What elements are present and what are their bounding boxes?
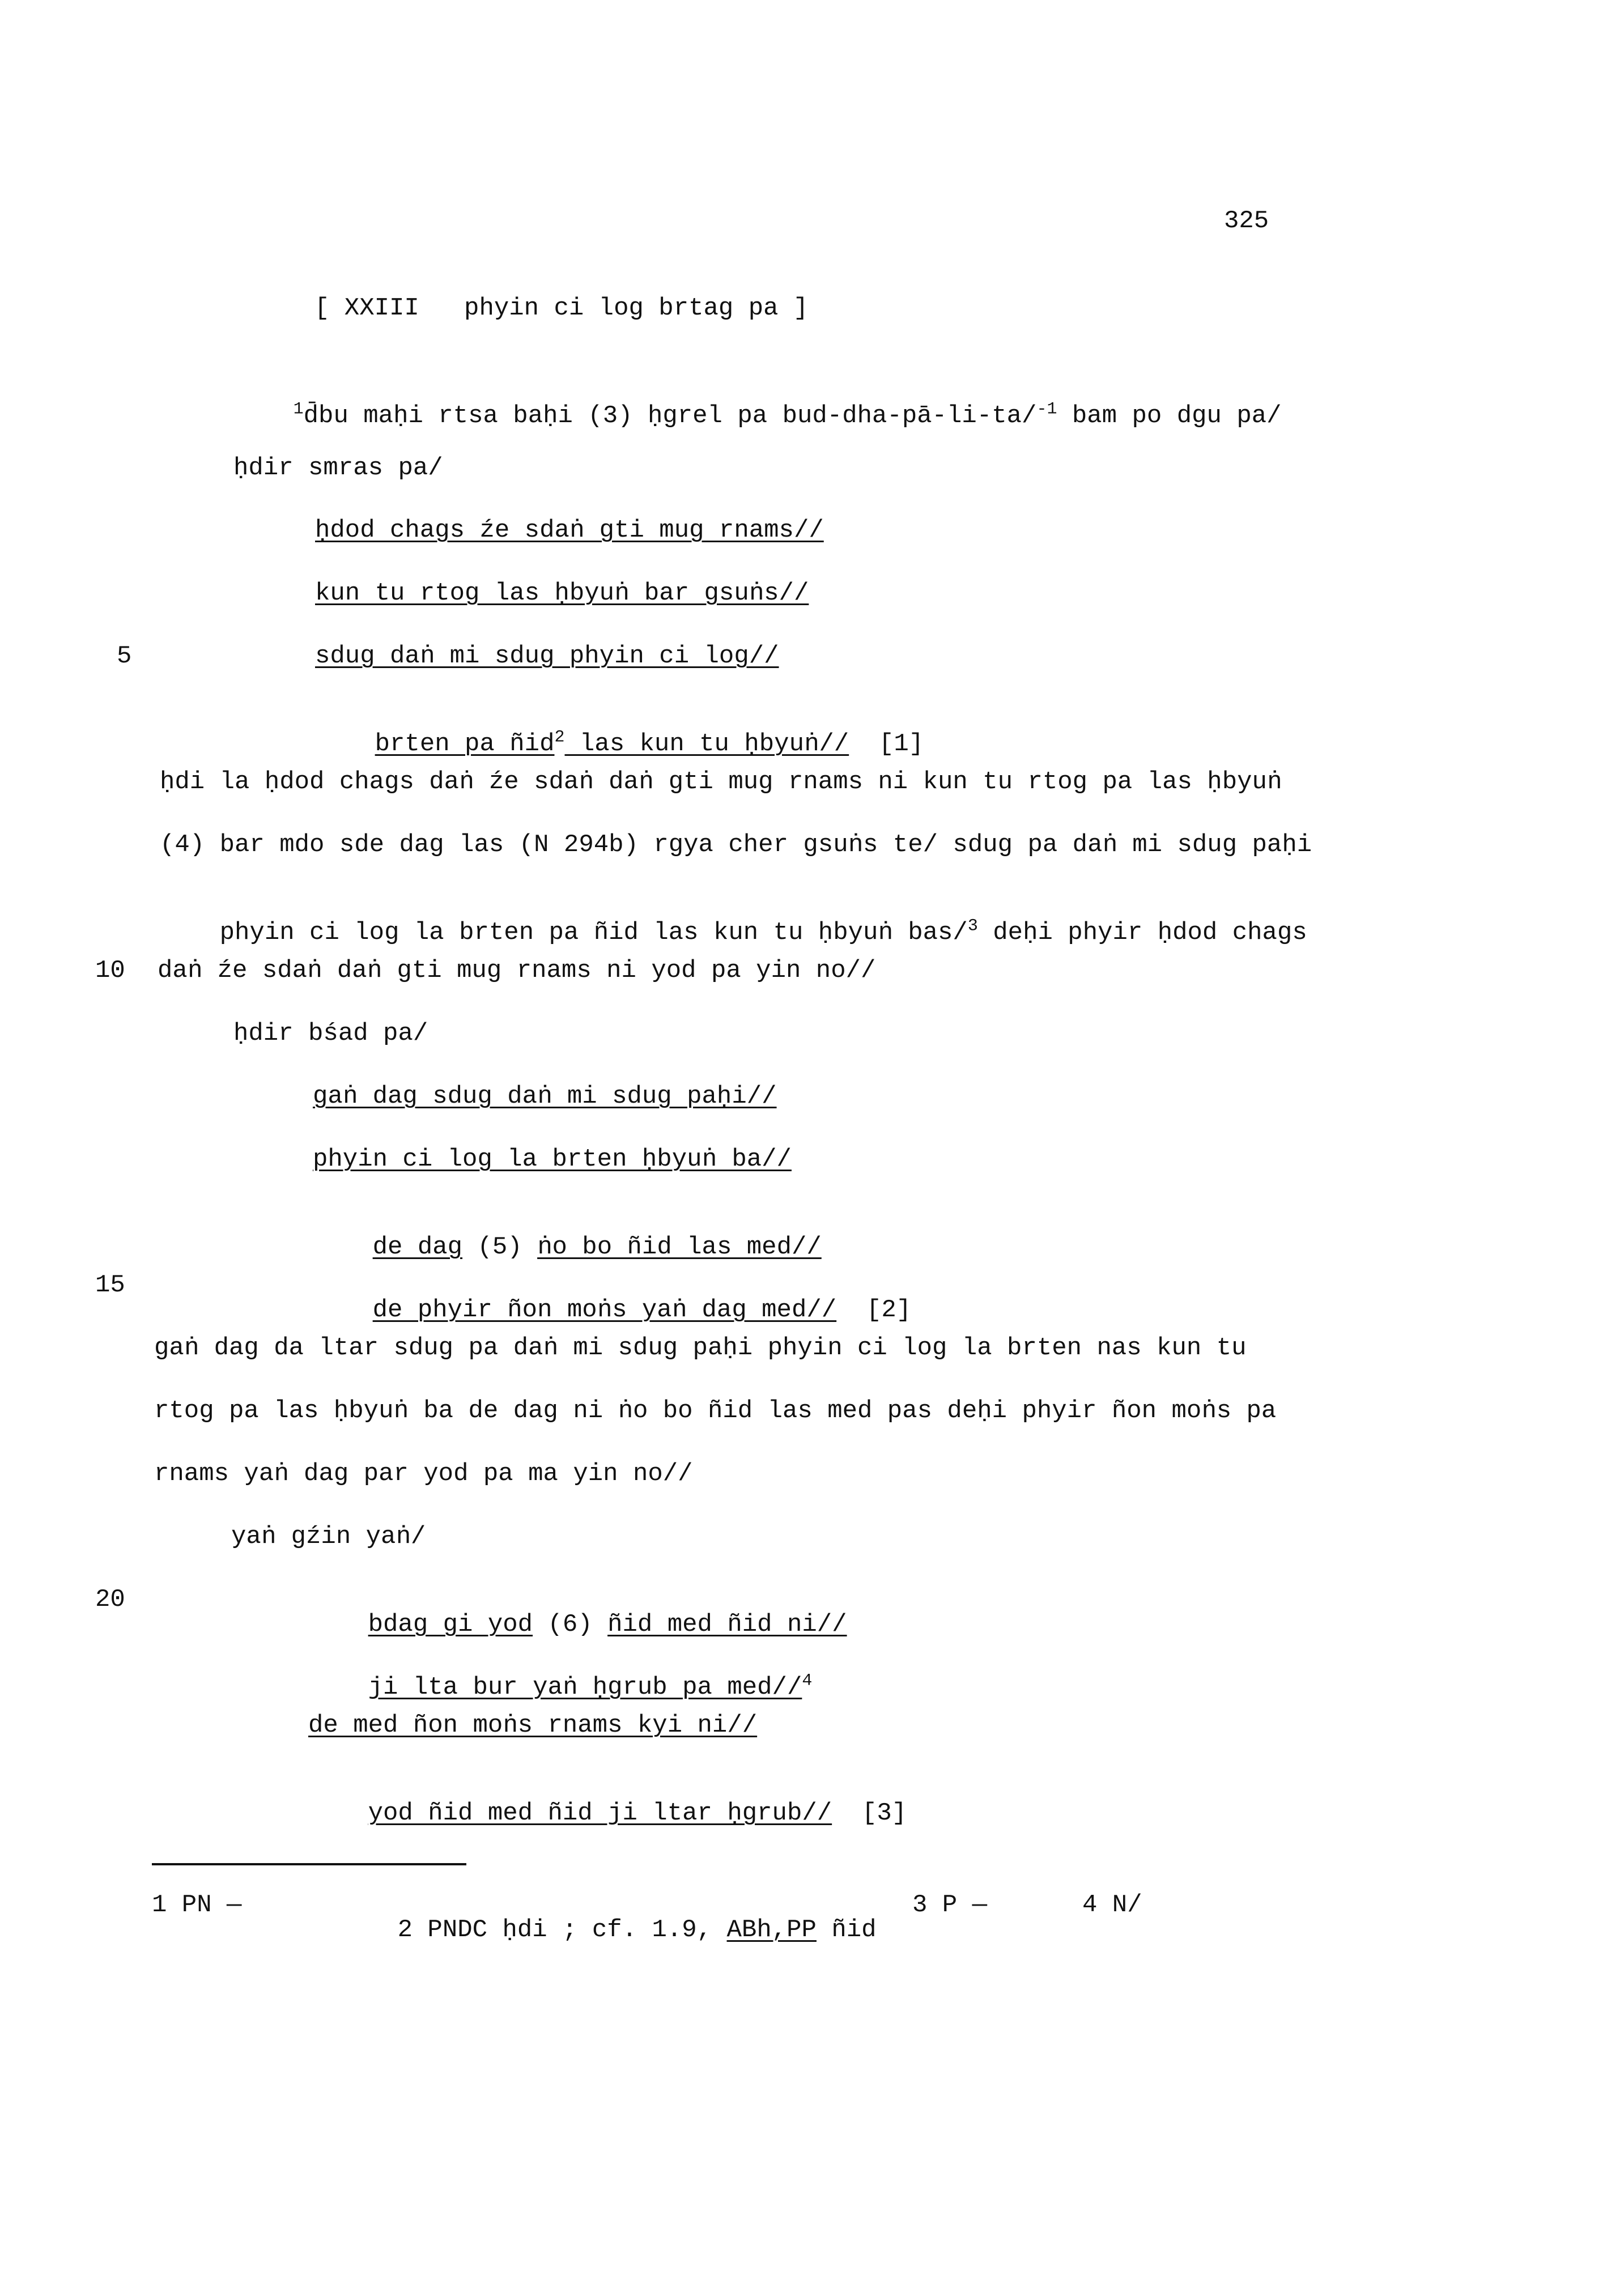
text-span: deḥi phyir ḥdod chags bbox=[977, 919, 1307, 947]
text-span: ṅo bo ñid las med// bbox=[537, 1233, 822, 1261]
verse-line: sdug daṅ mi sdug phyin ci log// bbox=[315, 642, 779, 670]
footnote-separator bbox=[152, 1863, 466, 1865]
verse-reference: [3] bbox=[861, 1799, 907, 1827]
text-span: ñid med ñid ni// bbox=[607, 1610, 847, 1639]
footnote-marker: 3 bbox=[967, 916, 978, 936]
line-number: 10 bbox=[95, 956, 125, 985]
intro-line: yaṅ gźin yaṅ/ bbox=[231, 1523, 426, 1551]
text-span: ñid bbox=[816, 1916, 877, 1944]
intro-line: ḥdir bśad pa/ bbox=[233, 1019, 428, 1048]
footnote: 3 P — bbox=[912, 1891, 988, 1919]
para-line: rnams yaṅ dag par yod pa ma yin no// bbox=[154, 1460, 693, 1488]
page-number: 325 bbox=[1224, 207, 1269, 235]
footnote-marker: 2 bbox=[554, 728, 565, 747]
verse-line: de med ñon moṅs rnams kyi ni// bbox=[308, 1711, 758, 1740]
text-span: ABh,PP bbox=[726, 1916, 817, 1944]
line-number: 15 bbox=[95, 1271, 125, 1299]
para-line: rtog pa las ḥbyuṅ ba de dag ni ṅo bo ñid las med pas deḥi phyir ñon moṅs pa bbox=[154, 1397, 1277, 1425]
para-line: gaṅ dag da ltar sdug pa daṅ mi sdug paḥi phyin ci log la brten nas kun tu bbox=[154, 1334, 1247, 1362]
text-span: bam po dgu pa/ bbox=[1057, 402, 1282, 430]
verse-line: phyin ci log la brten ḥbyuṅ ba// bbox=[313, 1145, 792, 1173]
text-span: ji lta bur yaṅ ḥgrub pa med// bbox=[368, 1673, 802, 1702]
text-line-1 bbox=[233, 379, 1282, 453]
verse-line: ḥdod chags źe sdaṅ gti mug rnams// bbox=[315, 516, 824, 545]
para-line: ḥdi la ḥdod chags daṅ źe sdaṅ daṅ gti mug rnams ni kun tu rtog pa las ḥbyuṅ bbox=[160, 768, 1282, 796]
verse-line: gaṅ dag sdug daṅ mi sdug paḥi// bbox=[313, 1082, 777, 1111]
text-span: brten pa ñid bbox=[375, 730, 555, 758]
footnote bbox=[338, 1893, 877, 1967]
text-span: phyin ci log la brten pa ñid las kun tu ḥbyuṅ bas/ bbox=[219, 919, 968, 947]
footnote-marker: 1 bbox=[293, 399, 304, 419]
verse-reference: [1] bbox=[879, 730, 924, 758]
footnote-marker: -1 bbox=[1036, 399, 1057, 419]
text-span: las kun tu ḥbyuṅ// bbox=[564, 730, 849, 758]
verse-line: kun tu rtog las ḥbyuṅ bar gsuṅs// bbox=[315, 579, 809, 607]
text-span: bdag gi yod bbox=[368, 1610, 533, 1639]
text-span: (5) bbox=[462, 1233, 538, 1261]
text-span: 2 PNDC ḥdi ; cf. 1.9, bbox=[397, 1916, 727, 1944]
text-span: yod ñid med ñid ji ltar ḥgrub// bbox=[368, 1799, 832, 1827]
verse-reference: [2] bbox=[866, 1296, 912, 1324]
footnote: 1 PN — bbox=[152, 1891, 242, 1919]
footnote-marker: 4 bbox=[802, 1671, 813, 1691]
text-span: (6) bbox=[533, 1610, 608, 1639]
text-line-2: ḥdir smras pa/ bbox=[233, 454, 443, 482]
para-line: daṅ źe sdaṅ daṅ gti mug rnams ni yod pa yin no// bbox=[158, 956, 876, 985]
chapter-heading: [ XXIII phyin ci log brtag pa ] bbox=[314, 294, 809, 322]
line-number: 5 bbox=[117, 642, 132, 670]
text-span: de phyir ñon moṅs yaṅ dag med// bbox=[372, 1296, 837, 1324]
footnote: 4 N/ bbox=[1082, 1891, 1142, 1919]
verse-line bbox=[308, 1776, 907, 1851]
text-span: de dag bbox=[372, 1233, 463, 1261]
line-number: 20 bbox=[95, 1585, 125, 1614]
text-span: d̄bu maḥi rtsa baḥi (3) ḥgrel pa bud-dha-pā-li-ta/ bbox=[303, 402, 1037, 430]
para-line: (4) bar mdo sde dag las (N 294b) rgya cher gsuṅs te/ sdug pa daṅ mi sdug paḥi bbox=[160, 831, 1312, 859]
